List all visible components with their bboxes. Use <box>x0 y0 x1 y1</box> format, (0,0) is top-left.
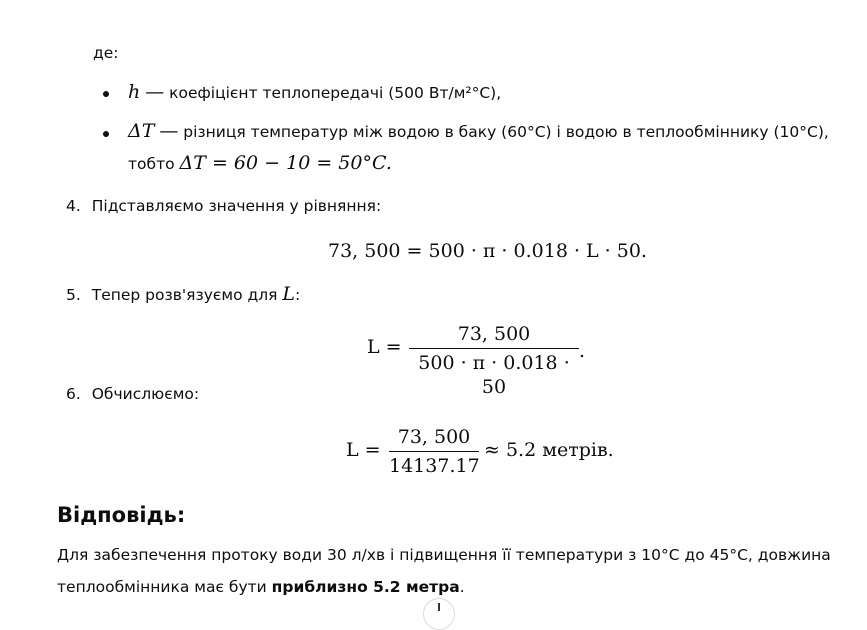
answer-line-2 <box>57 578 465 596</box>
variable-l: L <box>282 283 295 305</box>
step-4 <box>66 197 381 215</box>
bullet-dot <box>103 91 109 97</box>
fraction-bar <box>389 451 479 452</box>
eq5-tail: . <box>579 340 586 362</box>
fraction-compute-l <box>389 425 479 478</box>
numerator: 73, 500 <box>457 323 531 345</box>
denominator: 500 · π · 0.018 · 50 <box>418 352 570 398</box>
bullet-dt-text: різниця температур між водою в баку (60°C) і водою в теплообміннику (10°C), <box>183 123 829 141</box>
numerator: 73, 500 <box>397 426 471 448</box>
dash: — <box>145 81 165 103</box>
fraction-bar <box>409 348 579 349</box>
step-suffix: : <box>295 286 301 304</box>
scroll-down-button[interactable] <box>423 598 455 630</box>
answer-suffix: . <box>459 578 465 596</box>
bullet-dt-prefix: тобто <box>128 155 175 173</box>
dash: — <box>159 120 179 142</box>
step-6 <box>66 385 199 403</box>
step-number: 5. <box>66 286 81 304</box>
step-number: 6. <box>66 385 81 403</box>
bullet-h-text: коефіцієнт теплопередачі (500 Вт/м²°C), <box>169 84 502 102</box>
answer-value: приблизно 5.2 метра <box>271 578 460 596</box>
equation-substitution: 73, 500 = 500 · π · 0.018 · L · 50. <box>328 240 647 262</box>
fraction-solve-l <box>409 322 579 399</box>
bullet-dot <box>103 131 109 137</box>
step-text: Обчислюємо: <box>91 385 200 403</box>
bullet-dt-line2 <box>128 152 392 174</box>
answer-line-1: Для забезпечення протоку води 30 л/хв і підвищення її температури з 10°C до 45°C, довжина <box>57 546 831 564</box>
answer-prefix: теплообмінника має бути <box>57 578 267 596</box>
arrow-down-icon <box>438 603 440 611</box>
denominator: 14137.17 <box>389 455 480 477</box>
delta-t-formula: ΔT = 60 − 10 = 50°C. <box>179 152 392 174</box>
symbol-delta-t: ΔT <box>128 120 155 142</box>
bullet-h <box>128 81 501 103</box>
step-5 <box>66 283 300 305</box>
bullet-dt <box>128 120 829 142</box>
answer-heading: Відповідь: <box>57 503 186 527</box>
eq6-lhs: L = <box>346 439 381 461</box>
step-text: Підставляємо значення у рівняння: <box>91 197 382 215</box>
step-text: Тепер розв'язуємо для <box>91 286 278 304</box>
eq6-result: ≈ 5.2 метрів. <box>484 439 614 461</box>
intro-text: де: <box>93 44 119 62</box>
symbol-h: h <box>128 81 141 103</box>
step-number: 4. <box>66 197 81 215</box>
eq5-lhs: L = <box>367 336 402 358</box>
